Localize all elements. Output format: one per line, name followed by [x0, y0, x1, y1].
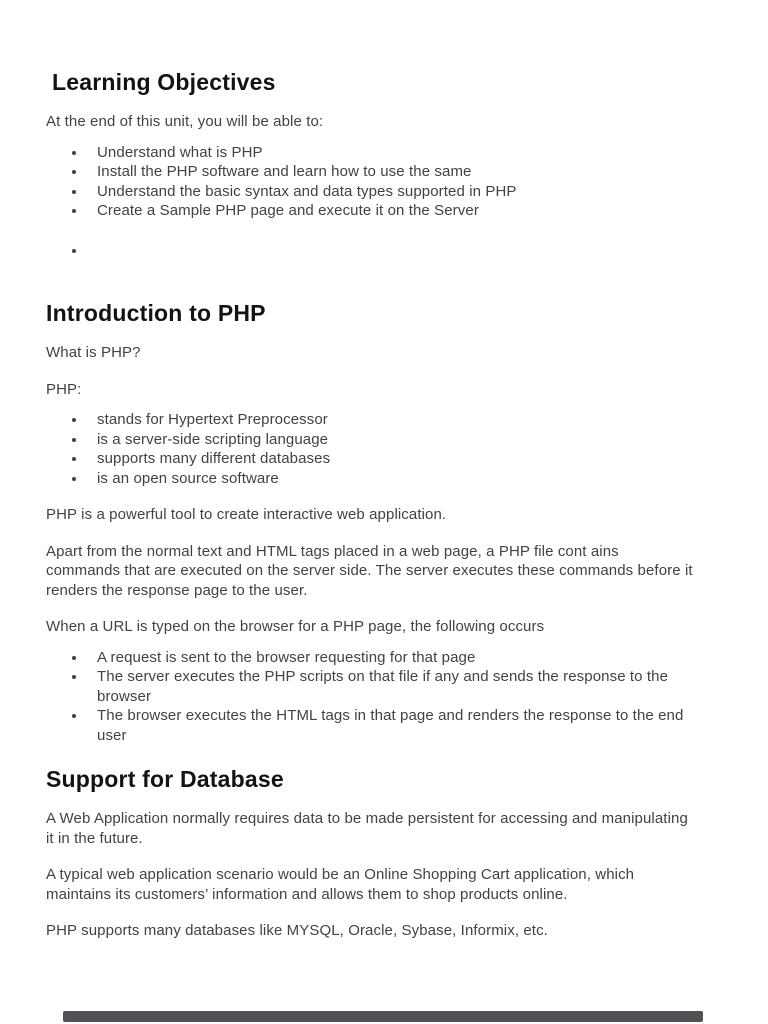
introduction-to-php-heading: Introduction to PHP — [46, 300, 266, 326]
what-is-php-paragraph: What is PHP? — [46, 344, 141, 361]
empty-list-item — [72, 241, 696, 261]
list-item: Install the PHP software and learn how to use the same — [72, 162, 696, 182]
list-item: Understand the basic syntax and data types supported in PHP — [72, 182, 696, 202]
objectives-lead-paragraph: At the end of this unit, you will be able to: — [46, 113, 324, 130]
php-commands-paragraph: Apart from the normal text and HTML tags placed in a web page, a PHP file cont ains commands that are executed on the server side. The server executes these commands before it renders the response page to the user. — [46, 542, 693, 599]
list-item: is an open source software — [72, 469, 696, 489]
databases-supported-paragraph: PHP supports many databases like MYSQL, Oracle, Sybase, Informix, etc. — [46, 922, 548, 939]
list-item: Create a Sample PHP page and execute it on the Server — [72, 201, 696, 221]
support-for-database-heading: Support for Database — [46, 766, 284, 792]
php-facts-list — [46, 410, 696, 488]
url-typed-paragraph: When a URL is typed on the browser for a PHP page, the following occurs — [46, 618, 545, 635]
list-item: supports many different databases — [72, 449, 696, 469]
list-item: Understand what is PHP — [72, 143, 696, 163]
list-item: stands for Hypertext Preprocessor — [72, 410, 696, 430]
next-page-edge — [63, 1011, 703, 1022]
web-application-paragraph: A Web Application normally requires data to be made persistent for accessing and manipulating it in the future. — [46, 810, 688, 847]
list-item: The server executes the PHP scripts on that file if any and sends the response to the browser — [72, 667, 696, 706]
learning-objectives-heading: Learning Objectives — [52, 69, 276, 95]
php-label-paragraph: PHP: — [46, 380, 82, 398]
request-flow-list — [46, 648, 696, 746]
list-item: is a server-side scripting language — [72, 430, 696, 450]
objectives-list — [46, 143, 696, 221]
shopping-cart-paragraph: A typical web application scenario would be an Online Shopping Cart application, which maintains its customers’ information and allows them to shop products online. — [46, 866, 635, 903]
list-item: The browser executes the HTML tags in that page and renders the response to the end user — [72, 706, 696, 745]
php-powerful-paragraph: PHP is a powerful tool to create interactive web application. — [46, 506, 447, 523]
list-item: A request is sent to the browser requesting for that page — [72, 648, 696, 668]
empty-bullet-list — [46, 241, 696, 261]
